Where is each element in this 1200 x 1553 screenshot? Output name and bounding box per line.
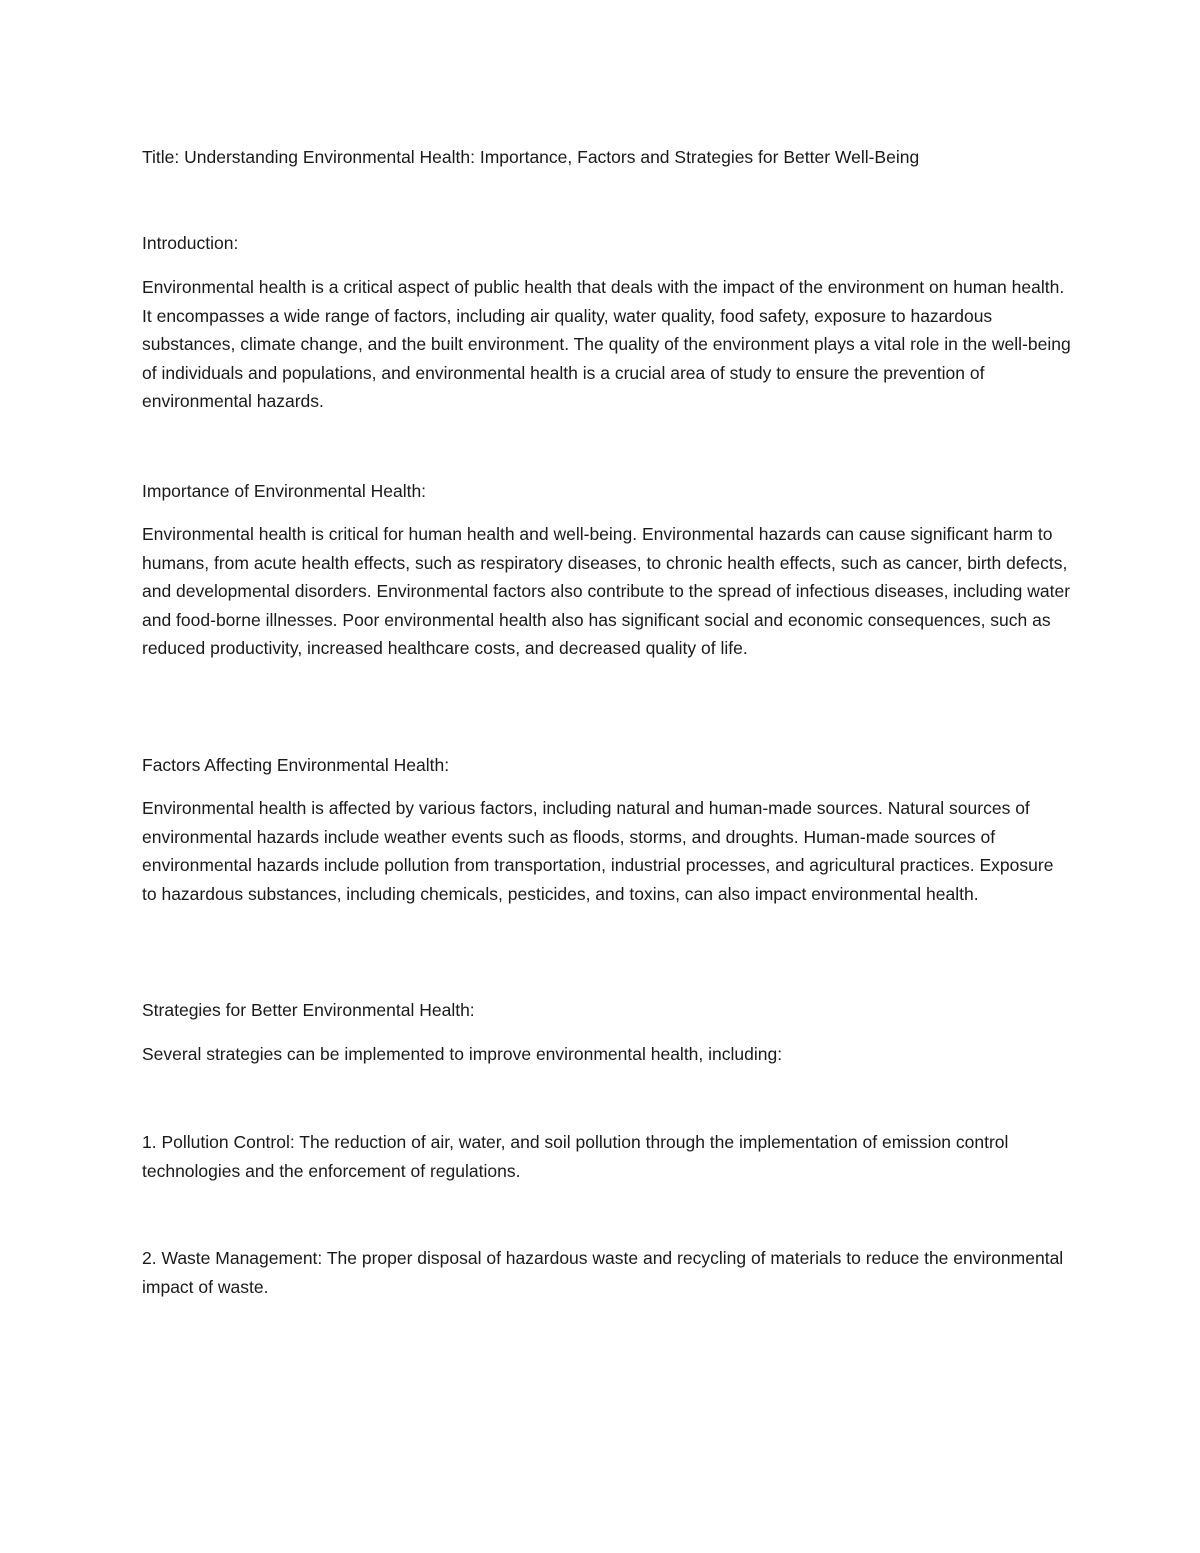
document-title: Title: Understanding Environmental Health: Importance, Factors and Strategies for Better Well-Being [142,147,920,167]
list-item-waste-management: 2. Waste Management: The proper disposal of hazardous waste and recycling of materials to reduce the environmental impact of waste. [142,1248,1064,1297]
list-item-pollution-control: 1. Pollution Control: The reduction of air, water, and soil pollution through the implementation of emission control technologies and the enforcement of regulations. [142,1132,1009,1181]
section-body-importance: Environmental health is critical for human health and well-being. Environmental hazards can cause significant harm to humans, from acute health effects, such as respiratory diseases, to chronic health effects, such as cancer, birth defects, and developmental disorders. Environmental factors also contribute to the spread of infectious diseases, including water and food-borne illnesses. Poor environmental health also has significant social and economic consequences, such as reduced productivity, increased healthcare costs, and decreased quality of life. [142,524,1071,658]
section-heading-importance: Importance of Environmental Health: [142,481,427,501]
section-heading-strategies: Strategies for Better Environmental Health: [142,1000,475,1020]
section-heading-factors: Factors Affecting Environmental Health: [142,755,450,775]
section-body-introduction: Environmental health is a critical aspect of public health that deals with the impact of the environment on human health. It encompasses a wide range of factors, including air quality, water quality, food safety, exposure to hazardous substances, climate change, and the built environment. The quality of the environment plays a vital role in the well-being of individuals and populations, and environmental health is a crucial area of study to ensure the prevention of environmental hazards. [142,277,1071,411]
section-body-factors: Environmental health is affected by various factors, including natural and human-made sources. Natural sources of environmental hazards include weather events such as floods, storms, and droughts. Human-made sources of environmental hazards include pollution from transportation, industrial processes, and agricultural practices. Exposure to hazardous substances, including chemicals, pesticides, and toxins, can also impact environmental health. [142,798,1054,904]
section-heading-introduction: Introduction: [142,233,239,253]
section-body-strategies: Several strategies can be implemented to improve environmental health, including: [142,1044,783,1064]
